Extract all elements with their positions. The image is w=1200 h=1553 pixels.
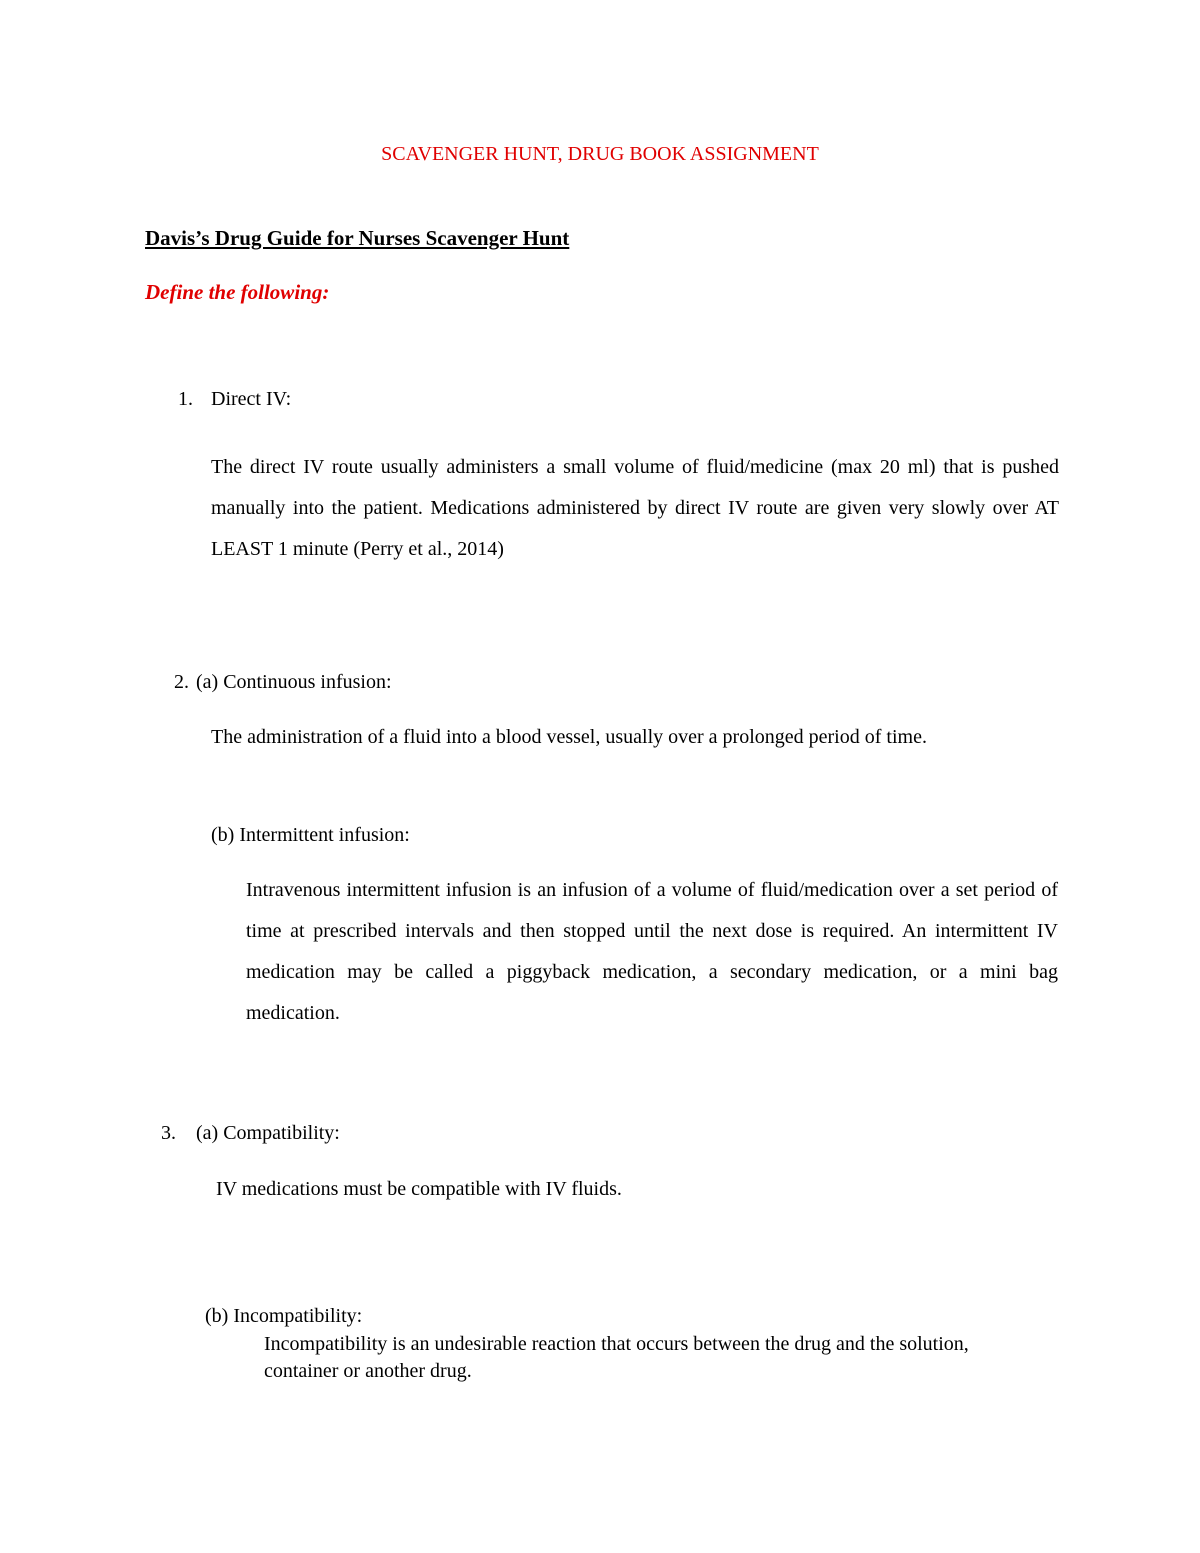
q2a-answer: The administration of a fluid into a blood vessel, usually over a prolonged period of time. (211, 726, 927, 748)
q1-answer: The direct IV route usually administers a small volume of fluid/medicine (max 20 ml) that is pushed manually into the patient. Medications administered by direct IV route are given very slowly over AT LEAST 1 minute (Perry et al., 2014) (211, 456, 1059, 560)
q2-number: 2. (174, 671, 189, 693)
instruction-heading: Define the following: (145, 280, 330, 304)
q3b-label: (b) Incompatibility: (205, 1305, 363, 1327)
q3b-answer: Incompatibility is an undesirable reaction that occurs between the drug and the solution, container or another drug. (264, 1333, 969, 1382)
q2b-label: (b) Intermittent infusion: (211, 824, 410, 846)
q3a-answer: IV medications must be compatible with IV fluids. (216, 1178, 622, 1200)
document-title: SCAVENGER HUNT, DRUG BOOK ASSIGNMENT (381, 143, 819, 165)
q1-number: 1. (178, 388, 193, 410)
q1-label: Direct IV: (211, 388, 292, 410)
document-subtitle: Davis’s Drug Guide for Nurses Scavenger Hunt (145, 226, 570, 250)
q3-number: 3. (161, 1122, 176, 1144)
q2b-answer: Intravenous intermittent infusion is an infusion of a volume of fluid/medication over a set period of time at prescribed intervals and then stopped until the next dose is required. An intermittent IV medication may be called a piggyback medication, a secondary medication, or a mini bag medication. (246, 879, 1058, 1024)
q3a-label: (a) Compatibility: (196, 1122, 340, 1144)
q2a-label: (a) Continuous infusion: (196, 671, 392, 693)
